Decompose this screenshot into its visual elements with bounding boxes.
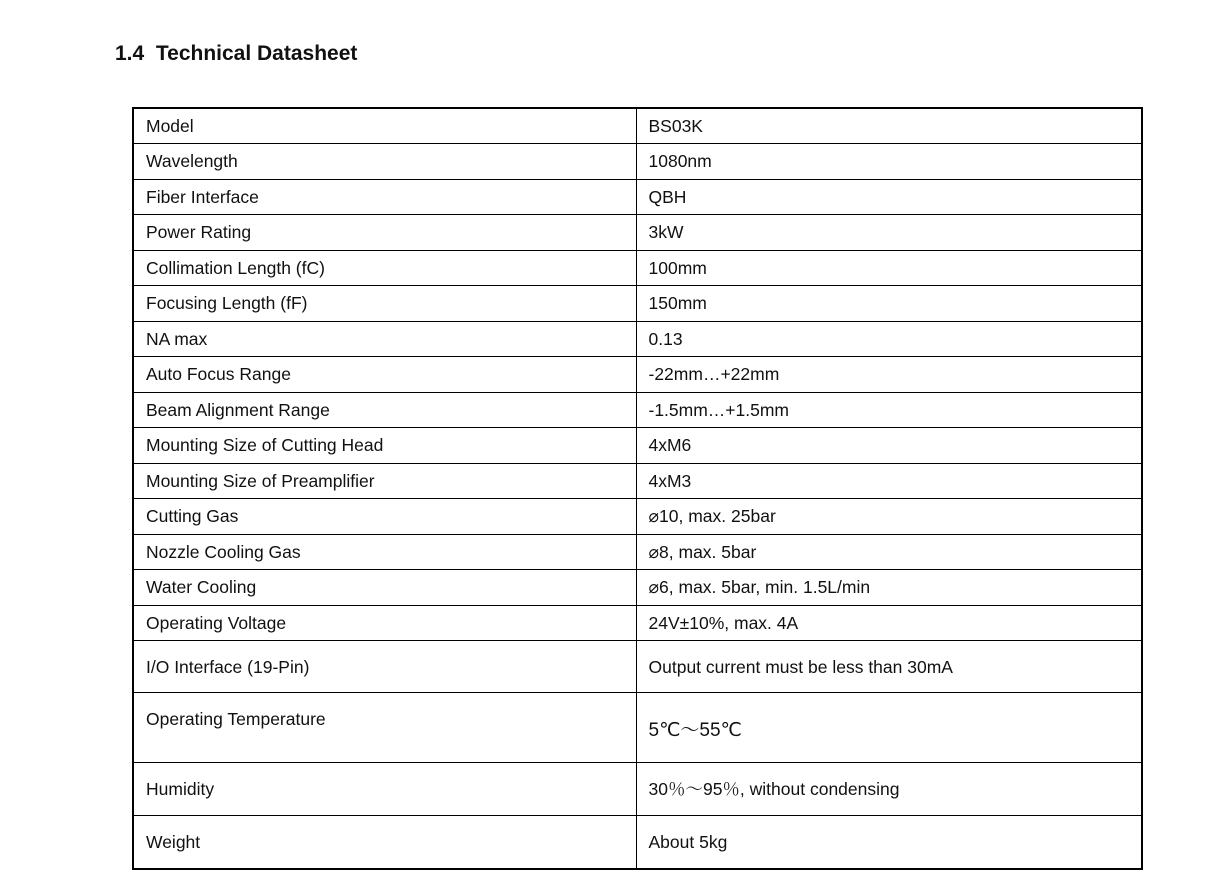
param-name: NA max [133, 321, 636, 357]
table-row [133, 250, 1142, 286]
param-name: Focusing Length (fF) [133, 286, 636, 322]
table-row [133, 286, 1142, 322]
table-row [133, 321, 1142, 357]
param-value: QBH [636, 179, 1142, 215]
table-row [133, 144, 1142, 180]
param-value: 1080nm [636, 144, 1142, 180]
param-name: Wavelength [133, 144, 636, 180]
table-row [133, 816, 1142, 869]
table-row [133, 499, 1142, 535]
param-value: 100mm [636, 250, 1142, 286]
param-value: -1.5mm…+1.5mm [636, 392, 1142, 428]
param-value: 30％～95％, without condensing [636, 763, 1142, 816]
param-value: 4xM6 [636, 428, 1142, 464]
param-value: ⌀10, max. 25bar [636, 499, 1142, 535]
param-name: Cutting Gas [133, 499, 636, 535]
param-value: 3kW [636, 215, 1142, 251]
param-name: Humidity [133, 763, 636, 816]
table-row [133, 605, 1142, 641]
table-row [133, 570, 1142, 606]
param-name: Auto Focus Range [133, 357, 636, 393]
table-row [133, 108, 1142, 144]
param-value: -22mm…+22mm [636, 357, 1142, 393]
param-value: 4xM3 [636, 463, 1142, 499]
param-value: 0.13 [636, 321, 1142, 357]
param-name: Operating Temperature [133, 693, 636, 763]
param-value: ⌀8, max. 5bar [636, 534, 1142, 570]
param-value: 24V±10%, max. 4A [636, 605, 1142, 641]
param-name: Power Rating [133, 215, 636, 251]
technical-datasheet-table [132, 107, 1143, 870]
param-name: Fiber Interface [133, 179, 636, 215]
param-value: About 5kg [636, 816, 1142, 869]
param-name: I/O Interface (19-Pin) [133, 641, 636, 693]
param-name: Operating Voltage [133, 605, 636, 641]
param-name: Collimation Length (fC) [133, 250, 636, 286]
section-number: 1.4 [115, 42, 145, 65]
param-value: BS03K [636, 108, 1142, 144]
table-row [133, 179, 1142, 215]
param-value: Output current must be less than 30mA [636, 641, 1142, 693]
table-row [133, 392, 1142, 428]
param-name: Beam Alignment Range [133, 392, 636, 428]
table-row [133, 693, 1142, 763]
param-name: Weight [133, 816, 636, 869]
param-name: Nozzle Cooling Gas [133, 534, 636, 570]
table-row [133, 641, 1142, 693]
param-name: Mounting Size of Cutting Head [133, 428, 636, 464]
param-name: Water Cooling [133, 570, 636, 606]
param-value: 5℃～55℃ [636, 693, 1142, 763]
param-value: ⌀6, max. 5bar, min. 1.5L/min [636, 570, 1142, 606]
table-row [133, 428, 1142, 464]
param-name: Mounting Size of Preamplifier [133, 463, 636, 499]
table-row [133, 463, 1142, 499]
table-row [133, 763, 1142, 816]
table-row [133, 215, 1142, 251]
section-heading [115, 40, 357, 68]
table-row [133, 357, 1142, 393]
param-name: Model [133, 108, 636, 144]
param-value: 150mm [636, 286, 1142, 322]
table-row [133, 534, 1142, 570]
section-title: Technical Datasheet [155, 42, 358, 65]
